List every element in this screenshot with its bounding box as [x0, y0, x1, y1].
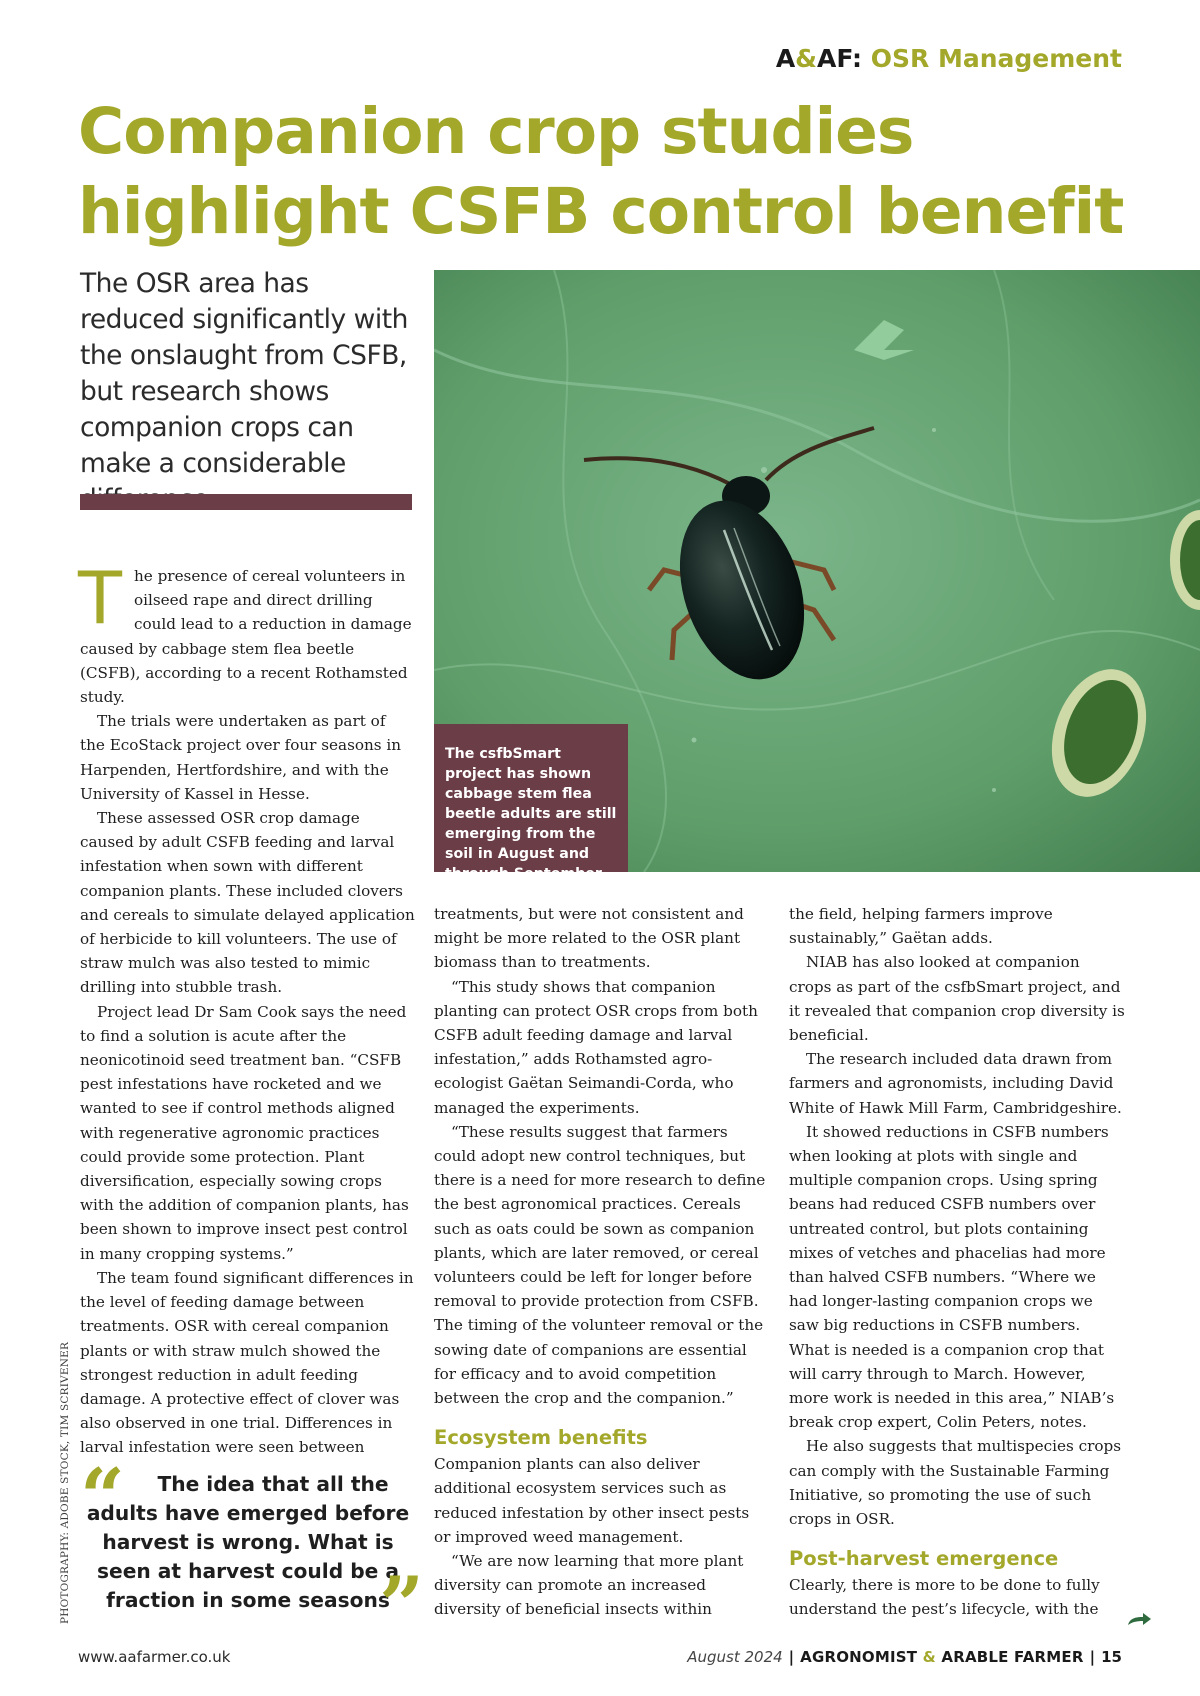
headline-line-1: Companion crop studies	[78, 95, 914, 168]
page-number: 15	[1101, 1648, 1122, 1666]
paragraph: The team found significant differences in the level of feeding damage between treatments. OSR with cereal companion plants or with straw mulch showed the strongest reduction in adult feeding damage. A protective effect of clover was also observed in one trial. Differences in larval infestation were seen between	[80, 1268, 414, 1457]
close-quote-mark: ”	[379, 1560, 424, 1651]
paragraph: NIAB has also looked at companion crops as part of the csfbSmart project, and it revealed that companion crop diversity is beneficial.	[789, 953, 1125, 1045]
paragraph: The trials were undertaken as part of the EcoStack project over four seasons in Harpenden, Hertfordshire, and with the University of Kassel in Hesse.	[80, 712, 402, 803]
paragraph: Companion plants can also deliver additional ecosystem services such as reduced infestation by other insect pests or improved weed management.	[434, 1455, 750, 1546]
paragraph: He also suggests that multispecies crops can comply with the Sustainable Farming Initiative, so promoting the use of such crops in OSR.	[789, 1437, 1122, 1529]
photo-credit: PHOTOGRAPHY: ADOBE STOCK, TIM SCRIVENER	[59, 1341, 71, 1624]
website-link[interactable]: www.aafarmer.co.uk	[78, 1648, 231, 1666]
magazine-name: AGRONOMIST & ARABLE FARMER	[800, 1648, 1084, 1666]
paragraph: the field, helping farmers improve sustainably,” Gaëtan adds.	[789, 905, 1053, 948]
paragraph: Project lead Dr Sam Cook says the need to find a solution is acute after the neonicotinoid seed treatment ban. “CSFB pest infestations have rocketed and we wanted to see if control methods aligned with regenerative agronomic practices could provide some protection. Plant diversification, especially sowing crops with the addition of companion plants, has been shown to improve insect pest control in many cropping systems.”	[80, 1002, 409, 1263]
paragraph: “These results suggest that farmers could adopt new control techniques, but there is a need for more research to define the best agronomical practices. Cereals such as oats could be sown as companion plants, which are later removed, or cereal volunteers could be left for longer before removal to provide protection from CSFB. The timing of the volunteer removal or the sowing date of companions are essential for efficacy and to avoid competition between the crop and the companion.”	[434, 1122, 766, 1408]
paragraph: Clearly, there is more to be done to fully understand the pest’s lifecycle, with the	[789, 1576, 1100, 1619]
photo-caption: The csfbSmart project has shown cabbage stem flea beetle adults are still emerging from the soil in August and through September	[434, 724, 628, 872]
paragraph: treatments, but were not consistent and might be more related to the OSR plant biomass than to treatments.	[434, 905, 744, 972]
pull-quote	[80, 1452, 424, 1651]
paragraph: “This study shows that companion planting can protect OSR crops from both CSFB adult feeding damage and larval infestation,” adds Rothamsted agro-ecologist Gaëtan Seimandi-Corda, who managed the experiments.	[434, 977, 758, 1117]
subheading-ecosystem-benefits: Ecosystem benefits	[434, 1426, 648, 1450]
section-name: OSR Management	[870, 44, 1122, 73]
paragraph: “We are now learning that more plant diversity can promote an increased diversity of beneficial insects within	[434, 1552, 744, 1619]
article-column-1	[78, 556, 415, 1460]
paragraph: It showed reductions in CSFB numbers when looking at plots with single and multiple companion crops. Using spring beans had reduced CSFB numbers over untreated control, but plots containing mixes of vetches and phacelias had more than halved CSFB numbers. “Where we had longer-lasting companion crops we saw big reductions in CSFB numbers. What is needed is a companion crop that will carry through to March. However, more work is needed in this area,” NIAB’s break crop expert, Colin Peters, notes.	[789, 1122, 1115, 1432]
paragraph: The presence of cereal volunteers in oilseed rape and direct drilling could lead to a reduction in damage caused by cabbage stem flea beetle (CSFB), according to a recent Rothamsted study.	[78, 556, 412, 707]
article-column-3	[789, 902, 1125, 1622]
paragraph: These assessed OSR crop damage caused by adult CSFB feeding and larval infestation when sown with different companion plants. These included clovers and cereals to simulate delayed application of herbicide to kill volunteers. The use of straw mulch was also tested to mimic drilling into stubble trash.	[80, 809, 415, 997]
article-column-2	[434, 902, 770, 1622]
subheading-post-harvest-emergence: Post-harvest emergence	[789, 1547, 1059, 1571]
brand-mark: A&AF:	[775, 44, 863, 73]
drop-cap: T	[78, 556, 122, 640]
open-quote-mark: “	[80, 1452, 125, 1543]
footer-right: August 2024 | AGRONOMIST & ARABLE FARMER | 15	[687, 1648, 1122, 1666]
standfirst-rule	[80, 494, 412, 510]
paragraph: The research included data drawn from farmers and agronomists, including David White of Hawk Mill Farm, Cambridgeshire.	[789, 1050, 1122, 1117]
standfirst: The OSR area has reduced significantly with the onslaught from CSFB, but research shows companion crops can make a considerable	[80, 268, 408, 479]
continue-arrow-icon[interactable]	[1126, 1611, 1152, 1627]
section-tag	[776, 44, 1122, 73]
page-footer	[78, 1648, 1122, 1670]
pull-quote-text: The idea that all the adults have emerged before harvest is wrong. What is seen at harvest could be a fraction in some seasons	[86, 1472, 410, 1612]
issue-date: August 2024	[687, 1648, 783, 1666]
headline-line-2: highlight CSFB control benefit	[78, 175, 1124, 248]
article-headline	[78, 92, 1138, 252]
